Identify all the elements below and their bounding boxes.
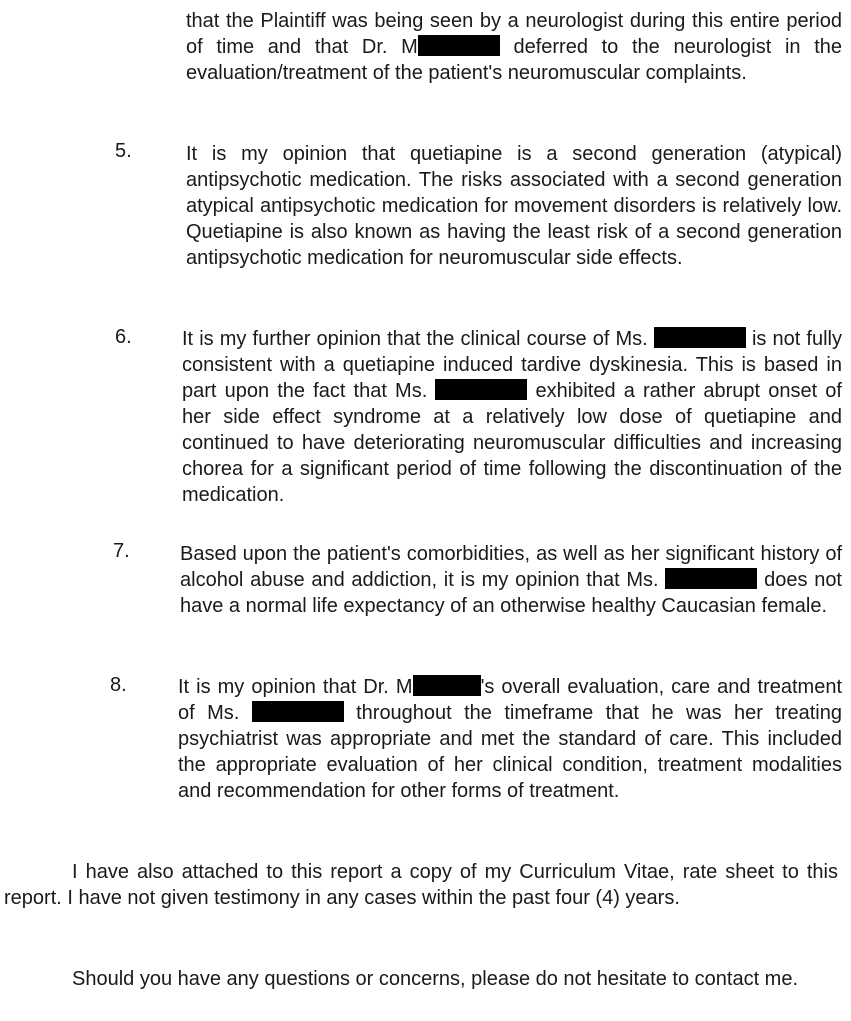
item-4-continuation bbox=[186, 8, 842, 86]
item-6-text-c: exhibited a rather abrupt onset of her side effect syndrome at a relatively low dose of quetiapine and continued to have deteriorating neuromuscular difficulties and increasing chorea for a significant period of time following the discontinuation of the medication. bbox=[182, 380, 842, 506]
closing-paragraph-2 bbox=[4, 966, 838, 992]
redaction-box bbox=[413, 675, 481, 696]
item-6-text-a: It is my further opinion that the clinical course of Ms. bbox=[182, 328, 654, 350]
item-4-text-a: that the Plaintiff was being seen by a neurologist during this entire period of time and that Dr. M bbox=[186, 10, 842, 58]
item-7-text-a: Based upon the patient's comorbidities, as well as her significant history of alcohol abuse and addiction, it is my opinion that Ms. bbox=[180, 543, 842, 591]
redaction-box bbox=[654, 327, 746, 348]
redaction-box bbox=[665, 568, 757, 589]
item-7-text-b: does not have a normal life expectancy of an otherwise healthy Caucasian female. bbox=[180, 569, 842, 617]
item-7-text bbox=[180, 541, 842, 619]
item-5-number: 5. bbox=[115, 140, 132, 162]
closing-paragraph-1-text: I have also attached to this report a copy of my Curriculum Vitae, rate sheet to this report. I have not given testimony in any cases within the past four (4) years. bbox=[4, 861, 838, 909]
item-8-number: 8. bbox=[110, 674, 127, 696]
redaction-box bbox=[418, 35, 500, 56]
item-5-text: It is my opinion that quetiapine is a second generation (atypical) antipsychotic medication. The risks associated with a second generation atypical antipsychotic medication for movement disorders is relatively low. Quetiapine is also known as having the least risk of a second generation antipsychotic medication for neuromuscular side effects. bbox=[186, 143, 842, 269]
closing-paragraph-2-text: Should you have any questions or concerns, please do not hesitate to contact me. bbox=[72, 968, 799, 990]
item-6-number: 6. bbox=[115, 326, 132, 348]
item-7-number: 7. bbox=[113, 540, 130, 562]
item-8-text-b: 's overall evaluation, care and treatment of Ms. bbox=[178, 676, 843, 724]
item-8-text bbox=[178, 674, 842, 804]
closing-paragraph-1 bbox=[4, 859, 838, 911]
item-6-text bbox=[182, 326, 842, 508]
item-8-text-a: It is my opinion that Dr. M bbox=[178, 676, 413, 698]
item-8-text-c: throughout the timeframe that he was her treating psychiatrist was appropriate and met the standard of care. This included the appropriate evaluation of her clinical condition, treatment modalities and recommendation for other forms of treatment. bbox=[178, 702, 842, 802]
item-4-text-b: deferred to the neurologist in the evaluation/treatment of the patient's neuromuscular complaints. bbox=[186, 36, 842, 84]
redaction-box bbox=[435, 379, 527, 400]
redaction-box bbox=[252, 701, 344, 722]
item-6-text-b: is not fully consistent with a quetiapine induced tardive dyskinesia. This is based in part upon the fact that Ms. bbox=[182, 328, 842, 402]
